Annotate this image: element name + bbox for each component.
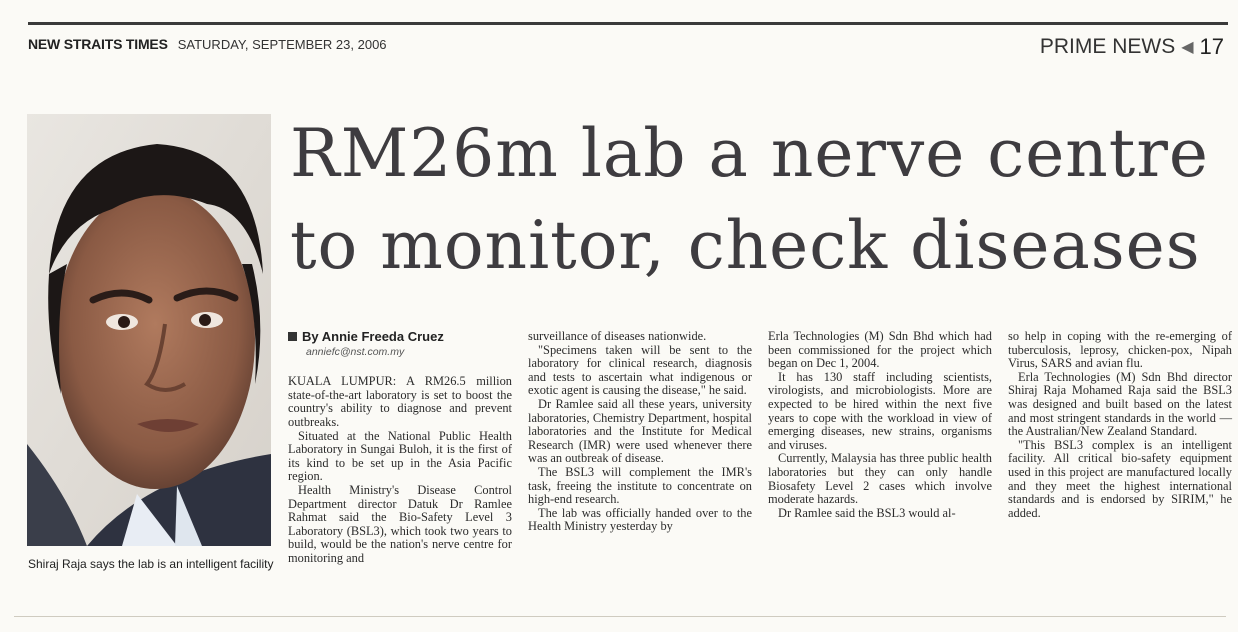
headline-line-2: to monitor, check diseases [290,207,1201,284]
article-column-4 [1008,330,1232,600]
section-arrow-icon: ◀ [1181,39,1194,56]
paragraph: The lab was officially handed over to the Health Ministry yesterday by [528,505,752,534]
paragraph: Erla Technologies (M) Sdn Bhd which had been commissioned for the project which began on Dec 1, 2004. [768,329,992,371]
paragraph: Erla Technologies (M) Sdn Bhd director Shiraj Raja Mohamed Raja said the BSL3 was designed and built based on the latest and most stringent standards in the world — the Australian/New Zealand Standard. [1008,369,1232,439]
paragraph: KUALA LUMPUR: A RM26.5 million state-of-the-art laboratory is set to boost the country's ability to diagnose and prevent outbreaks. [288,374,512,429]
page-number: 17 [1199,34,1224,59]
section-name: PRIME NEWS [1039,35,1176,58]
paragraph: Currently, Malaysia has three public health laboratories but they can only handle Biosafety Level 2 cases which involve moderate hazards. [768,451,992,507]
paragraph: Dr Ramlee said all these years, university laboratories, Chemistry Department, hospital laboratories and the Institute for Medical Research (IMR) were used whenever there was an outbreak of disease. [528,396,752,466]
publication-date: SATURDAY, SEPTEMBER 23, 2006 [177,37,387,52]
bottom-rule [14,616,1226,617]
paragraph: surveillance of diseases nationwide. [528,329,707,343]
photo-caption: Shiraj Raja says the lab is an intelligent facility [28,557,274,571]
paragraph: "This BSL3 complex is an intelligent facility. All critical bio-safety equipment used in this project are manufactured locally and they meet the highest international standards and is endorsed by SIRIM," he added. [1008,437,1232,520]
article-body [288,330,1232,600]
masthead [28,36,387,58]
article-column-2 [528,330,752,600]
paragraph: Health Ministry's Disease Control Department director Datuk Dr Ramlee Rahmat said the Bio-Safety Level 3 Laboratory (BSL3), which took two years to build, would be the nation's nerve centre for monitoring and [288,482,512,565]
paragraph: The BSL3 will complement the IMR's task, freeing the institute to concentrate on high-end research. [528,464,752,507]
newspaper-name: NEW STRAITS TIMES [28,36,168,52]
byline-square-icon [288,332,297,341]
author-name: By Annie Freeda Cruez [302,329,444,344]
paragraph: It has 130 staff including scientists, virologists, and microbiologists. More are expected to be hired within the next five years to cope with the workload in view of emerging diseases, new strains, organisms and viruses. [768,369,992,452]
paragraph: Situated at the National Public Health Laboratory in Sungai Buloh, it is the first of its kind to be set up in the Asia Pacific region. [288,428,512,484]
paragraph: so help in coping with the re-emerging of tuberculosis, leprosy, chicken-pox, Nipah Virus, SARS and avian flu. [1008,329,1232,371]
byline [288,330,512,344]
portrait-photo [27,114,271,546]
section-header [1040,34,1224,60]
paragraph: Dr Ramlee said the BSL3 would al- [778,505,956,520]
headline [290,108,1230,292]
portrait-illustration [27,114,271,546]
headline-line-1: RM26m lab a nerve centre [290,115,1209,192]
article-column-1 [288,330,512,600]
article-column-3 [768,330,992,600]
author-email: anniefc@nst.com.my [306,345,405,358]
top-rule [28,22,1228,25]
paragraph: "Specimens taken will be sent to the laboratory for clinical research, diagnosis and tests to ascertain what indigenous or exotic agent is causing the disease," he said. [528,342,752,398]
